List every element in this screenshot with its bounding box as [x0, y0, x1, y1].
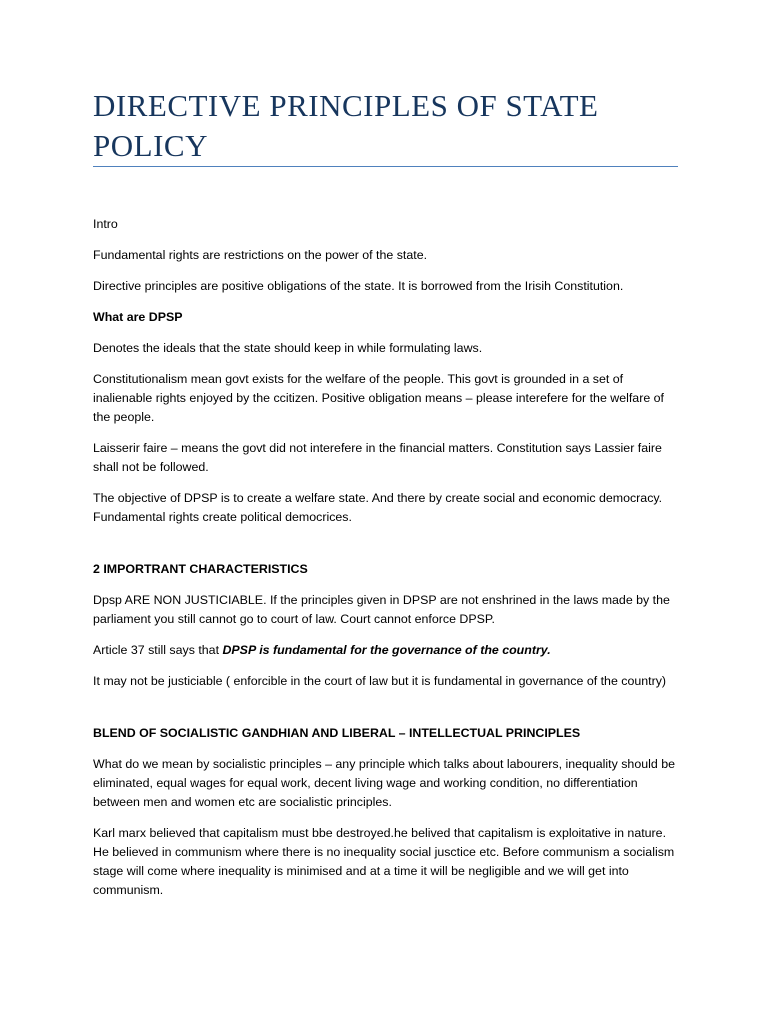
- paragraph-article-37: [93, 641, 678, 660]
- paragraph-objective: The objective of DPSP is to create a welfare state. And there by create social and economic democracy. Fundamental rights create political democrices.: [93, 491, 663, 524]
- paragraph-fundamental-rights: Fundamental rights are restrictions on the power of the state.: [93, 248, 428, 262]
- paragraph-socialistic-principles: What do we mean by socialistic principles – any principle which talks about labourers, inequality should be eliminated, equal wages for equal work, decent living wage and working condition, no differentiation between men and women etc are socialistic principles.: [93, 757, 675, 809]
- paragraph-denotes: Denotes the ideals that the state should keep in while formulating laws.: [93, 341, 483, 355]
- paragraph-karl-marx: Karl marx believed that capitalism must bbe destroyed.he belived that capitalism is exploitative in nature. He believed in communism where there is no inequality social jusctice etc. Before communism a socialism stage will come where inequality is minimised and at a time it will be negligible and we will get into communism.: [93, 826, 675, 897]
- section-spacer: [93, 539, 678, 560]
- characteristics-heading: 2 IMPORTRANT CHARACTERISTICS: [93, 562, 308, 576]
- paragraph-non-justiciable: Dpsp ARE NON JUSTICIABLE. If the principles given in DPSP are not enshrined in the laws made by the parliament you still cannot go to court of law. Court cannot enforce DPSP.: [93, 593, 670, 626]
- paragraph-laisserir-faire: Laisserir faire – means the govt did not interefere in the financial matters. Constitution says Lassier faire shall not be followed.: [93, 441, 662, 474]
- paragraph-constitutionalism: Constitutionalism mean govt exists for the welfare of the people. This govt is grounded in a set of inalienable rights enjoyed by the ccitizen. Positive obligation means – please interefere for the welfare of the people.: [93, 372, 664, 424]
- section-spacer: [93, 703, 678, 724]
- paragraph-directive-principles: Directive principles are positive obligations of the state. It is borrowed from the Irisih Constitution.: [93, 279, 624, 293]
- what-are-dpsp-heading: What are DPSP: [93, 310, 183, 324]
- document-title: DIRECTIVE PRINCIPLES OF STATE POLICY: [93, 88, 599, 163]
- article-37-text: Article 37 still says that: [93, 643, 223, 657]
- intro-heading: Intro: [93, 217, 118, 231]
- blend-heading: BLEND OF SOCIALISTIC GANDHIAN AND LIBERAL – INTELLECTUAL PRINCIPLES: [93, 726, 581, 740]
- document-body: [93, 215, 678, 912]
- paragraph-may-not-be-justiciable: It may not be justiciable ( enforcible in the court of law but it is fundamental in governance of the country): [93, 674, 667, 688]
- title-divider: [93, 166, 678, 167]
- article-37-emphasis: DPSP is fundamental for the governance of the country.: [222, 643, 551, 657]
